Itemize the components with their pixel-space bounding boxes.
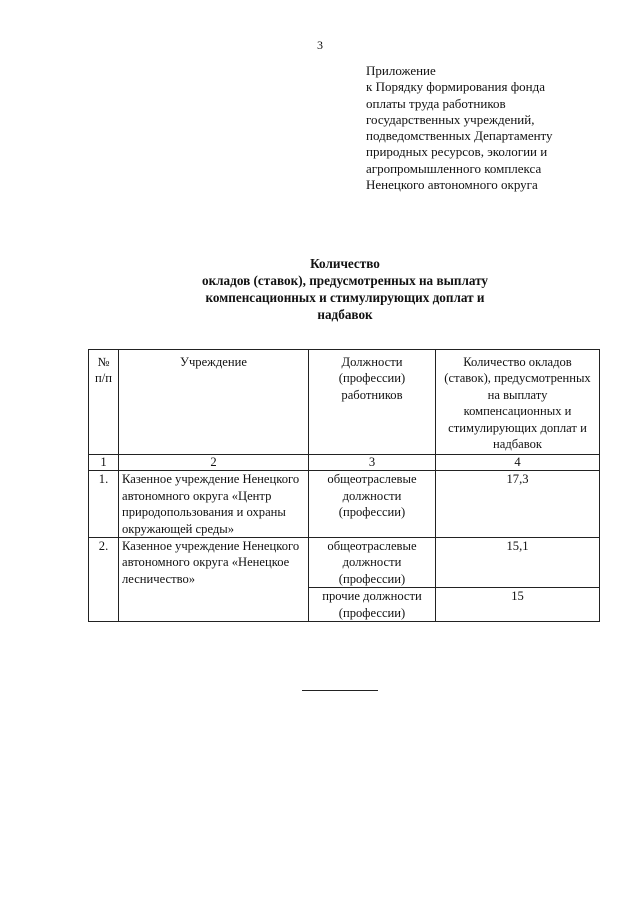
header-num: № п/п bbox=[89, 350, 119, 455]
header-institution: Учреждение bbox=[119, 350, 309, 455]
table-row bbox=[89, 471, 600, 538]
table-header-row bbox=[89, 350, 600, 455]
column-number: 1 bbox=[89, 455, 119, 471]
row-institution: Казенное учреждение Ненецкого автономного округа «Ненецкое лесничество» bbox=[119, 538, 309, 622]
appendix-line: агропромышленного комплекса bbox=[366, 160, 542, 176]
document-title bbox=[150, 255, 540, 323]
title-line: окладов (ставок), предусмотренных на выплату bbox=[201, 273, 489, 288]
appendix-line: подведомственных Департаменту bbox=[366, 128, 553, 144]
row-position: общеотраслевые должности (профессии) bbox=[309, 471, 436, 538]
appendix-line: Ненецкого автономного округа bbox=[366, 177, 538, 193]
column-number-row bbox=[89, 455, 600, 471]
title-line: компенсационных и стимулирующих доплат и bbox=[205, 290, 485, 305]
appendix-line: оплаты труда работников bbox=[366, 95, 506, 111]
end-divider bbox=[302, 690, 378, 691]
appendix-line: Приложение bbox=[366, 63, 436, 78]
title-line: надбавок bbox=[317, 307, 373, 322]
title-line: Количество bbox=[310, 256, 380, 271]
appendix-heading bbox=[366, 63, 606, 193]
appendix-line: к Порядку формирования фонда bbox=[366, 79, 545, 95]
row-institution: Казенное учреждение Ненецкого автономного округа «Центр природопользования и охраны окружающей среды» bbox=[119, 471, 309, 538]
row-value: 15,1 bbox=[436, 538, 600, 588]
header-positions: Должности (профессии) работников bbox=[309, 350, 436, 455]
row-num: 2. bbox=[89, 538, 119, 622]
column-number: 2 bbox=[119, 455, 309, 471]
row-value: 15 bbox=[436, 588, 600, 622]
row-position: прочие должности (профессии) bbox=[309, 588, 436, 622]
appendix-line: государственных учреждений, bbox=[366, 111, 535, 127]
page-number: 3 bbox=[317, 38, 323, 52]
salary-count-table bbox=[88, 349, 600, 622]
header-count: Количество окладов (ставок), предусмотренных на выплату компенсационных и стимулирующих доплат и надбавок bbox=[436, 350, 600, 455]
appendix-line: природных ресурсов, экологии и bbox=[366, 144, 548, 160]
row-num: 1. bbox=[89, 471, 119, 538]
row-position: общеотраслевые должности (профессии) bbox=[309, 538, 436, 588]
column-number: 3 bbox=[309, 455, 436, 471]
row-value: 17,3 bbox=[436, 471, 600, 538]
column-number: 4 bbox=[436, 455, 600, 471]
table-row bbox=[89, 538, 600, 588]
